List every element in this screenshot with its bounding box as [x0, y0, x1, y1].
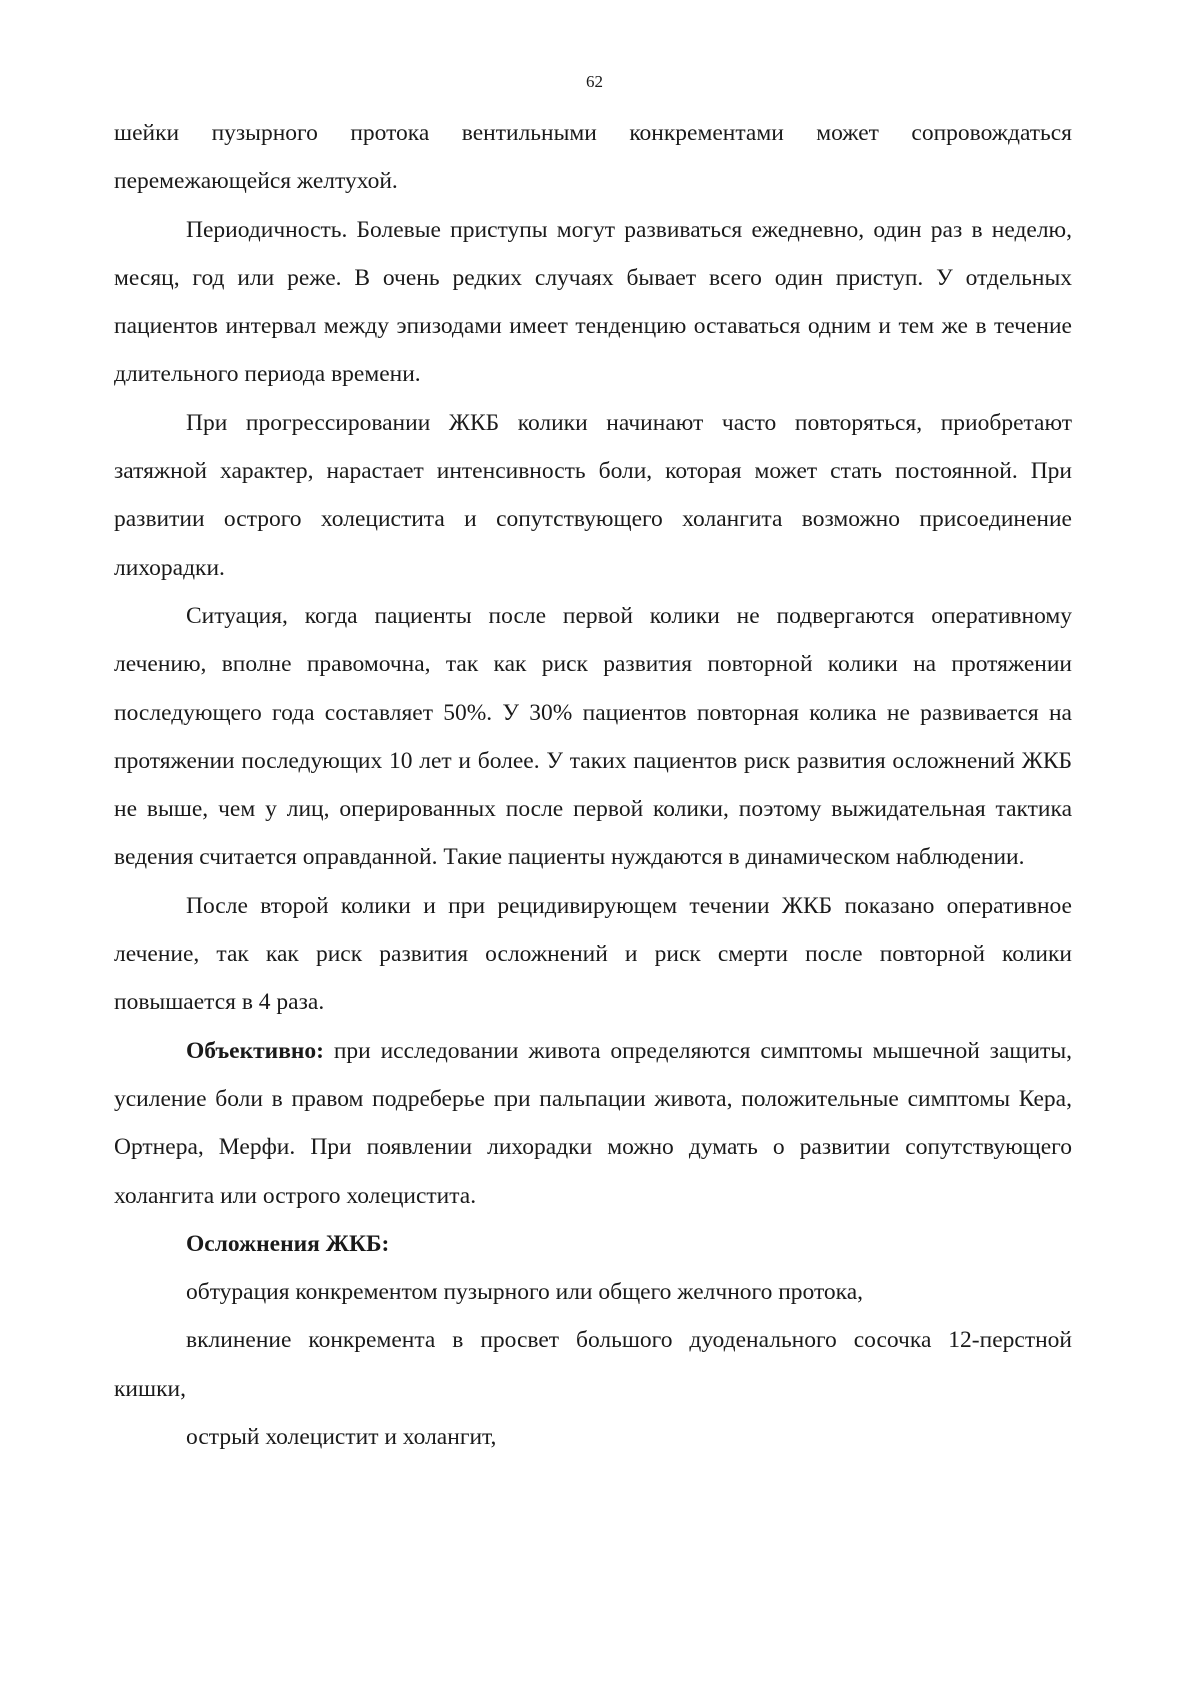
complication-item: обтурация конкрементом пузырного или общего желчного протока, — [186, 1279, 864, 1306]
complication-item: вклинение конкремента в просвет большого дуоденального сосочка 12-перстной кишки, — [114, 1327, 1072, 1402]
paragraph-objective — [114, 1027, 1072, 1220]
complications-heading-text: Осложнения ЖКБ: — [186, 1230, 390, 1257]
paragraph-second-colic: После второй колики и при рецидивирующем течении ЖКБ показано оперативное лечение, так как риск развития осложнений и риск смерти после повторной колики повышается в 4 раза. — [114, 892, 1072, 1016]
paragraph-progression: При прогрессировании ЖКБ колики начинают часто повторяться, приобретают затяжной характер, нарастает интенсивность боли, которая может стать постоянной. При развитии острого холецистита и сопутствующего холангита возможно присоединение лихорадки. — [114, 409, 1072, 581]
paragraph-continuation: шейки пузырного протока вентильными конкрементами может сопровождаться перемежающейся желтухой. — [114, 120, 1072, 195]
body-text — [114, 109, 1072, 1461]
paragraph-situation: Ситуация, когда пациенты после первой колики не подвергаются оперативному лечению, вполне правомочна, так как риск развития повторной колики на протяжении последующего года составляет 50%. У 30% пациентов повторная колика не развивается на протяжении последующих 10 лет и более. У таких пациентов риск развития осложнений ЖКБ не выше, чем у лиц, оперированных после первой колики, поэтому выжидательная тактика ведения считается оправданной. Такие пациенты нуждаются в динамическом наблюдении. — [114, 602, 1072, 871]
objective-label: Объективно: — [186, 1037, 325, 1064]
page-number: 62 — [586, 72, 603, 91]
paragraph-periodicity: Периодичность. Болевые приступы могут развиваться ежедневно, один раз в неделю, месяц, год или реже. В очень редких случаях бывает всего один приступ. У отдельных пациентов интервал между эпизодами имеет тенденцию оставаться одним и тем же в течение длительного периода времени. — [114, 216, 1072, 388]
objective-text: при исследовании живота определяются симптомы мышечной защиты, усиление боли в правом подреберье при пальпации живота, положительные симптомы Кера, Ортнера, Мерфи. При появлении лихорадки можно думать о развитии сопутствующего холангита или острого холецистита. — [114, 1037, 1072, 1209]
complication-item: острый холецистит и холангит, — [186, 1424, 497, 1451]
complications-heading — [114, 1220, 1072, 1268]
